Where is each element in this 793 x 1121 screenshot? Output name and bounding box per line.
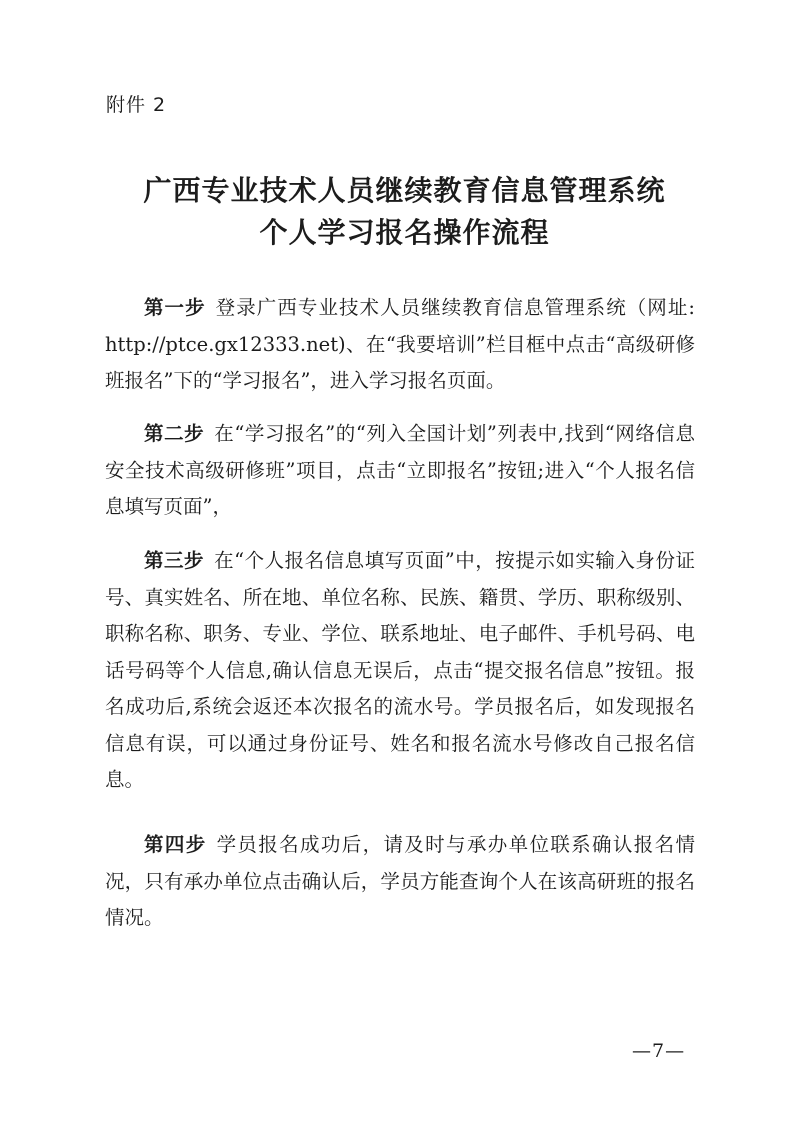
step-1-label: 第一步 — [144, 296, 206, 319]
step-2-paragraph — [105, 416, 695, 526]
step-2-text: 在“学习报名”的“列入全国计划”列表中,找到“网络信息安全技术高级研修班”项目，点击“立即报名”按钮;进入“个人报名信息填写页面”， — [105, 422, 695, 518]
step-3-label: 第三步 — [144, 549, 205, 572]
document-title-line-2: 个人学习报名操作流程 — [259, 216, 550, 249]
step-1-text: 登录广西专业技术人员继续教育信息管理系统（网址: http://ptce.gx12333.net)、在“我要培训”栏目框中点击“高级研修班报名”下的“学习报名”，进入学习报名页面。 — [105, 296, 695, 392]
step-4-paragraph — [105, 827, 695, 937]
step-1-paragraph — [105, 290, 695, 400]
document-title-line-1: 广西专业技术人员继续教育信息管理系统 — [143, 174, 666, 207]
step-4-label: 第四步 — [144, 833, 207, 856]
page-number: —7— — [632, 1040, 686, 1062]
attachment-label: 附件 2 — [106, 94, 167, 116]
step-3-paragraph — [105, 543, 695, 799]
step-2-label: 第二步 — [144, 422, 205, 445]
step-4-text: 学员报名成功后，请及时与承办单位联系确认报名情况，只有承办单位点击确认后，学员方能查询个人在该高研班的报名情况。 — [105, 833, 695, 929]
step-3-text: 在“个人报名信息填写页面”中，按提示如实输入身份证号、真实姓名、所在地、单位名称、民族、籍贯、学历、职称级别、职称名称、职务、专业、学位、联系地址、电子邮件、手机号码、电话号码等个人信息,确认信息无误后，点击“提交报名信息”按钮。报名成功后,系统会返还本次报名的流水号。学员报名后，如发现报名信息有误，可以通过身份证号、姓名和报名流水号修改自己报名信息。 — [105, 549, 695, 791]
